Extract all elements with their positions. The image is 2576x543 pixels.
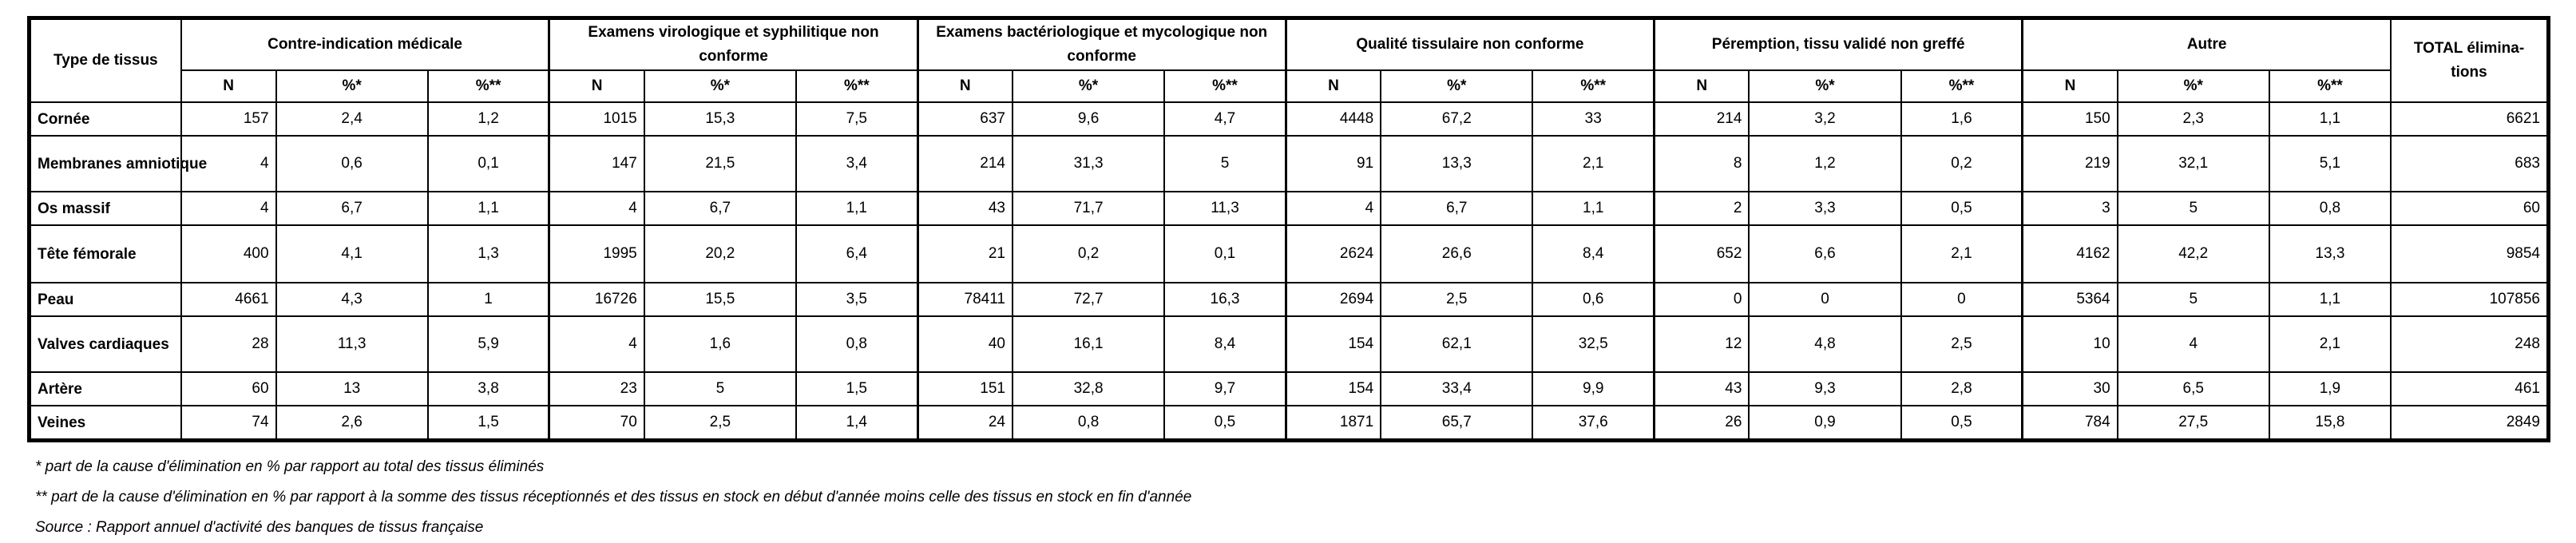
table-cell: 214	[1655, 102, 1750, 136]
table-cell: 0,1	[1164, 225, 1286, 283]
table-cell: 400	[181, 225, 276, 283]
table-cell: 20,2	[644, 225, 796, 283]
table-cell: 147	[549, 136, 644, 192]
table-cell: 3,2	[1749, 102, 1900, 136]
table-cell: 5	[644, 372, 796, 406]
table-cell: 0,2	[1013, 225, 1164, 283]
table-cell: 2,5	[1381, 283, 1532, 316]
table-cell: 37,6	[1532, 406, 1654, 441]
table-cell: 62,1	[1381, 316, 1532, 372]
table-cell: 4661	[181, 283, 276, 316]
total-header: TOTAL élimina-tions	[2391, 18, 2549, 103]
table-cell: 2	[1655, 192, 1750, 225]
row-label: Peau	[30, 283, 181, 316]
table-cell: 2694	[1286, 283, 1381, 316]
table-cell: 5	[2118, 192, 2269, 225]
table-cell: 1995	[549, 225, 644, 283]
table-cell: 5	[2118, 283, 2269, 316]
column-header: %*	[1013, 70, 1164, 102]
table-cell: 21,5	[644, 136, 796, 192]
table-cell: 91	[1286, 136, 1381, 192]
table-cell: 0,5	[1901, 192, 2023, 225]
table-cell: 2,3	[2118, 102, 2269, 136]
table-cell: 15,8	[2269, 406, 2391, 441]
table-cell: 2,1	[1901, 225, 2023, 283]
total-cell: 107856	[2391, 283, 2549, 316]
table-cell: 32,5	[1532, 316, 1654, 372]
column-header: %**	[428, 70, 549, 102]
column-header: N	[2023, 70, 2118, 102]
column-header: %**	[796, 70, 917, 102]
total-cell: 6621	[2391, 102, 2549, 136]
table-cell: 9,9	[1532, 372, 1654, 406]
table-cell: 2,6	[276, 406, 428, 441]
table-cell: 0	[1655, 283, 1750, 316]
footnote-1: * part de la cause d'élimination en % par rapport au total des tissus éliminés	[35, 458, 545, 475]
table-cell: 10	[2023, 316, 2118, 372]
table-cell: 31,3	[1013, 136, 1164, 192]
row-label: Os massif	[30, 192, 181, 225]
table-cell: 65,7	[1381, 406, 1532, 441]
table-cell: 150	[2023, 102, 2118, 136]
table-cell: 1,1	[1532, 192, 1654, 225]
table-cell: 219	[2023, 136, 2118, 192]
column-header: %*	[276, 70, 428, 102]
table-cell: 9,6	[1013, 102, 1164, 136]
table-cell: 784	[2023, 406, 2118, 441]
table-cell: 7,5	[796, 102, 917, 136]
elimination-table	[27, 16, 2550, 442]
table-cell: 32,1	[2118, 136, 2269, 192]
column-header: %*	[1749, 70, 1900, 102]
table-cell: 2,1	[2269, 316, 2391, 372]
footnotes	[27, 452, 2550, 543]
table-cell: 5,1	[2269, 136, 2391, 192]
table-cell: 4	[181, 192, 276, 225]
table-cell: 4162	[2023, 225, 2118, 283]
table-cell: 3,4	[796, 136, 917, 192]
table-row	[30, 192, 2549, 225]
table-row	[30, 316, 2549, 372]
table-cell: 13,3	[2269, 225, 2391, 283]
table-cell: 16726	[549, 283, 644, 316]
table-cell: 4	[181, 136, 276, 192]
table-cell: 43	[917, 192, 1013, 225]
table-cell: 1,2	[428, 102, 549, 136]
table-cell: 11,3	[276, 316, 428, 372]
total-cell: 461	[2391, 372, 2549, 406]
table-cell: 151	[917, 372, 1013, 406]
table-cell: 4,3	[276, 283, 428, 316]
table-cell: 9,3	[1749, 372, 1900, 406]
table-cell: 33	[1532, 102, 1654, 136]
table-cell: 637	[917, 102, 1013, 136]
table-cell: 12	[1655, 316, 1750, 372]
column-header: N	[181, 70, 276, 102]
table-cell: 4	[1286, 192, 1381, 225]
table-cell: 0,8	[796, 316, 917, 372]
table-cell: 1,4	[796, 406, 917, 441]
table-cell: 4	[549, 316, 644, 372]
table-cell: 6,7	[1381, 192, 1532, 225]
table-cell: 15,5	[644, 283, 796, 316]
table-cell: 1871	[1286, 406, 1381, 441]
column-header: N	[917, 70, 1013, 102]
table-cell: 27,5	[2118, 406, 2269, 441]
group-header: Qualité tissulaire non conforme	[1286, 18, 1654, 71]
table-cell: 0,2	[1901, 136, 2023, 192]
source-note: Source : Rapport annuel d'activité des banques de tissus française	[35, 519, 484, 536]
total-cell: 9854	[2391, 225, 2549, 283]
group-header: Péremption, tissu validé non greffé	[1655, 18, 2023, 71]
table-cell: 1,2	[1749, 136, 1900, 192]
table-cell: 30	[2023, 372, 2118, 406]
table-cell: 0,6	[276, 136, 428, 192]
table-row	[30, 102, 2549, 136]
table-cell: 5	[1164, 136, 1286, 192]
table-cell: 6,5	[2118, 372, 2269, 406]
table-cell: 8,4	[1164, 316, 1286, 372]
group-header: Examens bactériologique et mycologique non conforme	[917, 18, 1286, 71]
table-cell: 6,7	[276, 192, 428, 225]
table-cell: 2,5	[1901, 316, 2023, 372]
column-header: N	[1655, 70, 1750, 102]
table-cell: 0,8	[2269, 192, 2391, 225]
table-cell: 154	[1286, 372, 1381, 406]
table-cell: 11,3	[1164, 192, 1286, 225]
table-cell: 214	[917, 136, 1013, 192]
table-cell: 74	[181, 406, 276, 441]
table-cell: 1,1	[796, 192, 917, 225]
table-cell: 0	[1901, 283, 2023, 316]
table-cell: 1015	[549, 102, 644, 136]
table-cell: 0,6	[1532, 283, 1654, 316]
group-header: Autre	[2023, 18, 2391, 71]
row-label: Cornée	[30, 102, 181, 136]
table-row	[30, 225, 2549, 283]
column-header: %**	[1532, 70, 1654, 102]
row-label: Veines	[30, 406, 181, 441]
table-cell: 4	[2118, 316, 2269, 372]
total-cell: 2849	[2391, 406, 2549, 441]
table-cell: 6,7	[644, 192, 796, 225]
group-header: Contre-indication médicale	[181, 18, 549, 71]
column-header: %*	[644, 70, 796, 102]
table-cell: 8,4	[1532, 225, 1654, 283]
table-row	[30, 406, 2549, 441]
table-cell: 71,7	[1013, 192, 1164, 225]
table-cell: 21	[917, 225, 1013, 283]
table-cell: 0,1	[428, 136, 549, 192]
table-cell: 15,3	[644, 102, 796, 136]
total-cell: 683	[2391, 136, 2549, 192]
table-cell: 33,4	[1381, 372, 1532, 406]
table-cell: 652	[1655, 225, 1750, 283]
table-cell: 1,5	[796, 372, 917, 406]
table-cell: 3,5	[796, 283, 917, 316]
table-row	[30, 283, 2549, 316]
table-cell: 32,8	[1013, 372, 1164, 406]
table-cell: 16,3	[1164, 283, 1286, 316]
table-cell: 0,8	[1013, 406, 1164, 441]
table-cell: 3	[2023, 192, 2118, 225]
row-label: Valves cardiaques	[30, 316, 181, 372]
table-cell: 157	[181, 102, 276, 136]
table-cell: 24	[917, 406, 1013, 441]
column-header: %**	[1164, 70, 1286, 102]
total-cell: 248	[2391, 316, 2549, 372]
table-cell: 0,5	[1901, 406, 2023, 441]
table-cell: 3,3	[1749, 192, 1900, 225]
table-cell: 28	[181, 316, 276, 372]
column-header: N	[549, 70, 644, 102]
table-cell: 9,7	[1164, 372, 1286, 406]
table-cell: 5,9	[428, 316, 549, 372]
table-cell: 78411	[917, 283, 1013, 316]
table-cell: 2,1	[1532, 136, 1654, 192]
table-cell: 1,3	[428, 225, 549, 283]
footnote-2: ** part de la cause d'élimination en % par rapport à la somme des tissus réceptionnés et des tissus en stock en début d'année moins celle des tissus en stock en fin d'année	[35, 489, 1192, 505]
table-cell: 4	[549, 192, 644, 225]
table-cell: 2,4	[276, 102, 428, 136]
table-cell: 67,2	[1381, 102, 1532, 136]
table-cell: 4,1	[276, 225, 428, 283]
column-header: %**	[2269, 70, 2391, 102]
table-cell: 1	[428, 283, 549, 316]
column-header: %**	[1901, 70, 2023, 102]
table-cell: 1,9	[2269, 372, 2391, 406]
table-cell: 2,5	[644, 406, 796, 441]
table-row	[30, 136, 2549, 192]
table-row	[30, 372, 2549, 406]
table-cell: 70	[549, 406, 644, 441]
total-cell: 60	[2391, 192, 2549, 225]
table-cell: 1,5	[428, 406, 549, 441]
table-cell: 23	[549, 372, 644, 406]
corner-header: Type de tissus	[30, 18, 181, 103]
table-cell: 16,1	[1013, 316, 1164, 372]
table-cell: 72,7	[1013, 283, 1164, 316]
table-cell: 2,8	[1901, 372, 2023, 406]
row-label: Tête fémorale	[30, 225, 181, 283]
table-cell: 13	[276, 372, 428, 406]
table-cell: 5364	[2023, 283, 2118, 316]
table-cell: 3,8	[428, 372, 549, 406]
table-cell: 6,4	[796, 225, 917, 283]
table-cell: 4448	[1286, 102, 1381, 136]
table-cell: 6,6	[1749, 225, 1900, 283]
table-cell: 2624	[1286, 225, 1381, 283]
table-container	[27, 16, 2550, 543]
column-header: %*	[1381, 70, 1532, 102]
table-cell: 40	[917, 316, 1013, 372]
column-header: %*	[2118, 70, 2269, 102]
table-cell: 0,5	[1164, 406, 1286, 441]
table-cell: 1,1	[2269, 283, 2391, 316]
table-cell: 43	[1655, 372, 1750, 406]
group-header: Examens virologique et syphilitique non conforme	[549, 18, 917, 71]
table-cell: 8	[1655, 136, 1750, 192]
table-cell: 13,3	[1381, 136, 1532, 192]
table-cell: 1,1	[428, 192, 549, 225]
column-header: N	[1286, 70, 1381, 102]
table-cell: 26,6	[1381, 225, 1532, 283]
table-cell: 0,9	[1749, 406, 1900, 441]
table-cell: 1,6	[644, 316, 796, 372]
row-label: Membranes amniotique	[30, 136, 181, 192]
table-cell: 154	[1286, 316, 1381, 372]
table-cell: 60	[181, 372, 276, 406]
table-cell: 42,2	[2118, 225, 2269, 283]
table-cell: 0	[1749, 283, 1900, 316]
table-cell: 4,7	[1164, 102, 1286, 136]
table-cell: 1,6	[1901, 102, 2023, 136]
table-cell: 1,1	[2269, 102, 2391, 136]
table-cell: 4,8	[1749, 316, 1900, 372]
table-cell: 26	[1655, 406, 1750, 441]
row-label: Artère	[30, 372, 181, 406]
